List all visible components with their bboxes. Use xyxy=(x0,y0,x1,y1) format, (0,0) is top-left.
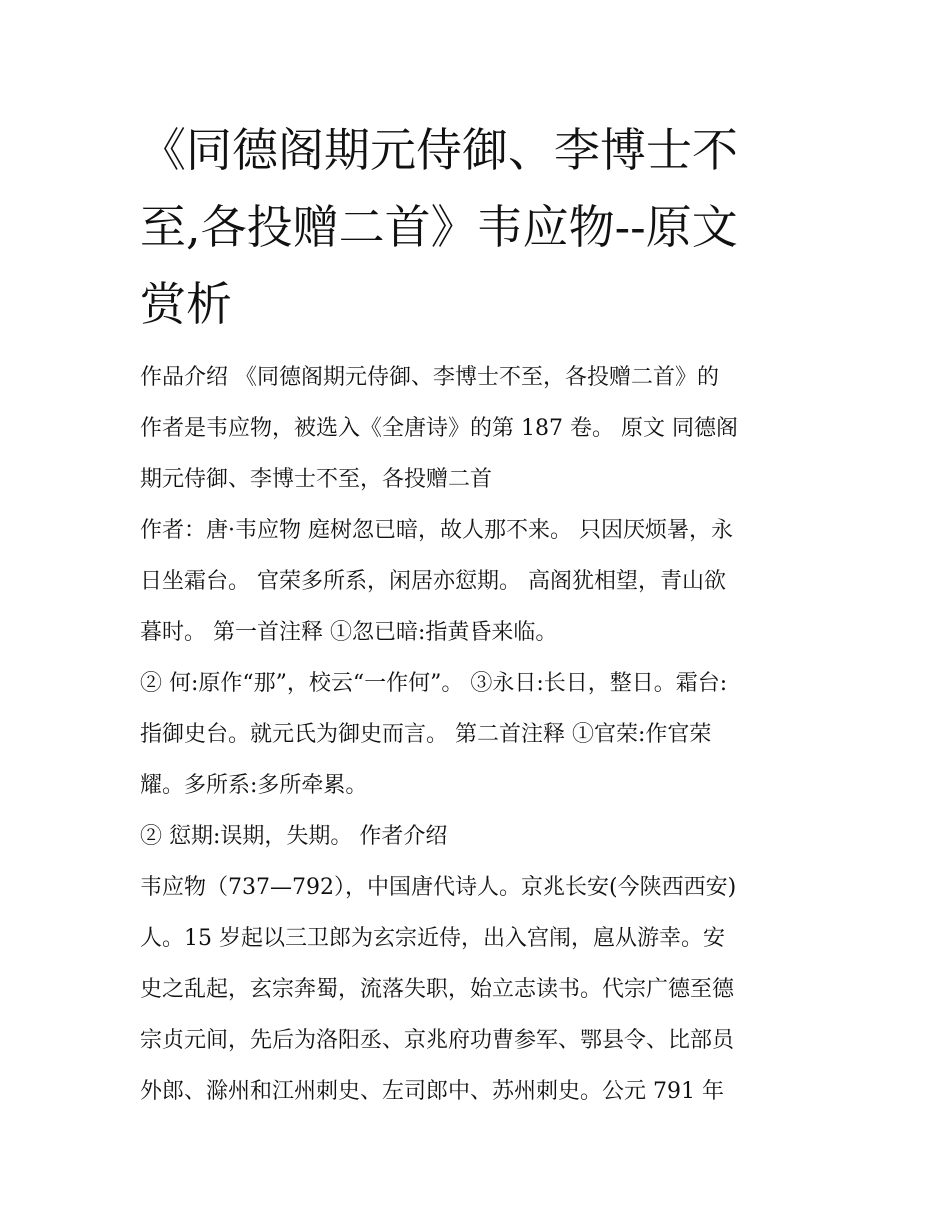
body-line: 暮时。 第一首注释 ①忽已暗:指黄昏来临。 xyxy=(140,620,558,645)
title-line: 至,各投赠二首》韦应物--原文 xyxy=(140,200,738,254)
body-line: 史之乱起，玄宗奔蜀，流落失职，始立志读书。代宗广德至德 xyxy=(140,977,735,1002)
body-line: 韦应物（737—792），中国唐代诗人。京兆长安(今陕西西安) xyxy=(140,875,737,900)
title-line: 《同德阁期元侍御、李博士不 xyxy=(140,123,738,177)
body-line: ② 何:原作“那”，校云“一作何”。 ③永日:长日，整日。霜台: xyxy=(140,671,728,696)
title-line: 赏析 xyxy=(140,277,232,331)
body-line: 期元侍御、李博士不至，各投赠二首 xyxy=(140,467,493,492)
body-line: 耀。多所系:多所牵累。 xyxy=(140,773,368,798)
body-line: 作者：唐·韦应物 庭树忽已暗，故人那不来。 只因厌烦暑，永 xyxy=(140,518,733,543)
page-title xyxy=(140,112,820,343)
body-line: 外郎、滁州和江州刺史、左司郎中、苏州刺史。公元 791 年 xyxy=(140,1079,724,1104)
body-line: 人。15 岁起以三卫郎为玄宗近侍，出入宫闱，扈从游幸。安 xyxy=(140,926,725,951)
body-line: 宗贞元间，先后为洛阳丞、京兆府功曹参军、鄂县令、比部员 xyxy=(140,1028,735,1053)
body-line: 日坐霜台。 官荣多所系，闲居亦愆期。 高阁犹相望，青山欲 xyxy=(140,569,726,594)
body-line: 指御史台。就元氏为御史而言。 第二首注释 ①官荣:作官荣 xyxy=(140,722,712,747)
document-body xyxy=(140,352,830,1117)
body-line: ② 愆期:误期，失期。 作者介绍 xyxy=(140,824,448,849)
body-line: 作者是韦应物，被选入《全唐诗》的第 187 卷。 原文 同德阁 xyxy=(140,416,738,441)
body-line: 作品介绍 《同德阁期元侍御、李博士不至，各投赠二首》的 xyxy=(140,365,719,390)
